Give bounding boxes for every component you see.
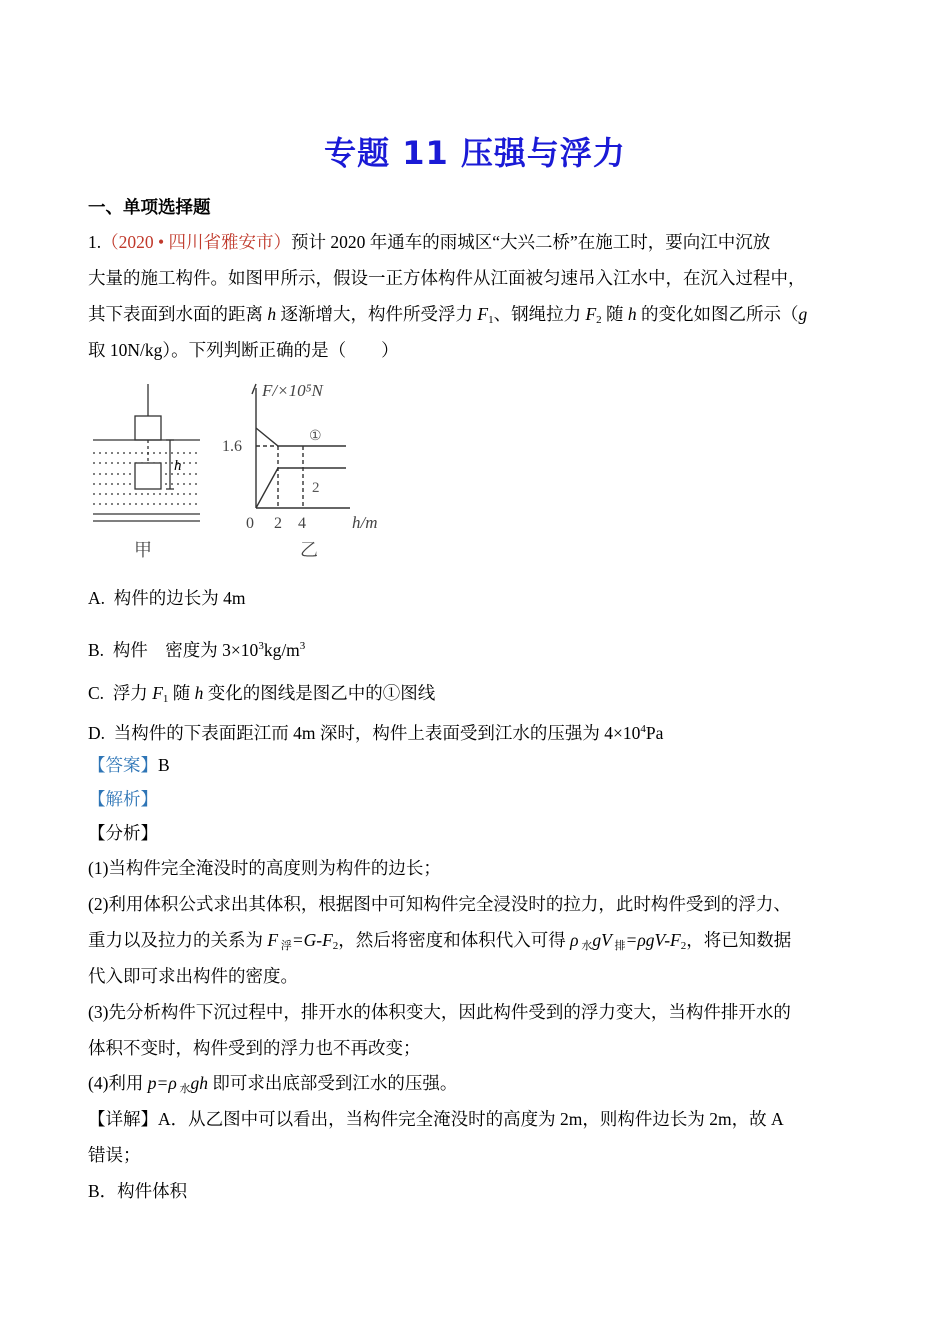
option-b — [88, 634, 868, 662]
question-line-4: 取 10N/kg）。下列判断正确的是（ ） — [88, 340, 399, 360]
subscript: 1 — [488, 314, 494, 326]
answer-value: B — [158, 755, 170, 775]
option-text: 构件 密度为 3×10 — [112, 640, 259, 660]
section-heading: 一、单项选择题 — [88, 197, 211, 217]
subscript: 水 — [578, 940, 593, 952]
figure-yi-graph — [252, 384, 350, 508]
subscript: 排 — [611, 940, 626, 952]
option-letter: D. — [88, 723, 106, 743]
subscript: 浮 — [278, 940, 292, 952]
question-line-2: 大量的施工构件。如图甲所示，假设一正方体构件从江面被匀速吊入江水中，在沉入过程中， — [88, 268, 806, 288]
unit: Pa — [645, 723, 664, 743]
question-figure — [88, 378, 408, 563]
subscript: 水 — [176, 1083, 191, 1095]
question-source: （2020 • 四川省雅安市） — [101, 232, 292, 252]
analysis-p3-line2: 体积不变时，构件受到的浮力也不再改变； — [88, 1038, 421, 1058]
question-line-3 — [88, 302, 868, 332]
var-rho: ρ — [570, 930, 579, 950]
curve-label-2: 2 — [312, 480, 320, 496]
text: 随 — [168, 683, 195, 703]
y-tick-label: 1.6 — [222, 438, 242, 455]
text: 变化的图线是图乙中的①图线 — [203, 683, 436, 703]
analysis-p2-line3: 代入即可求出构件的密度。 — [88, 966, 298, 986]
var-F: F — [152, 683, 163, 703]
question-text: 预计 2020 年通车的雨城区“大兴二桥”在施工时，要向江中沉放 — [291, 232, 771, 252]
subscript: 1 — [162, 693, 169, 705]
option-text: 当构件的下表面距江而 4m 深时，构件上表面受到江水的压强为 4×10 — [113, 723, 641, 743]
x-axis-label: h/m — [352, 513, 378, 532]
analysis-p1: (1)当构件完全淹没时的高度则为构件的边长； — [88, 858, 441, 878]
option-text: 构件的边长为 4m — [113, 588, 246, 608]
analysis-label: 【解析】 — [88, 789, 158, 809]
analysis-p2-line2 — [88, 928, 868, 958]
answer-label: 【答案】 — [88, 755, 158, 775]
subscript: 2 — [596, 314, 602, 326]
subscript: 2 — [680, 940, 687, 952]
text: ，然后将密度和体积代入可得 — [338, 930, 571, 950]
x-tick-2: 2 — [274, 515, 282, 532]
detail-line2: 错误； — [88, 1145, 141, 1165]
x-tick-4: 4 — [298, 515, 306, 532]
y-axis-label: F/×10⁵N — [262, 381, 323, 400]
question-number: 1. — [88, 232, 102, 252]
formula: gh — [190, 1073, 208, 1093]
h-label: h — [174, 458, 182, 474]
question-line-1 — [88, 230, 868, 254]
var-h: h — [194, 683, 204, 703]
option-letter: B. — [88, 640, 105, 660]
figure-jia — [93, 384, 200, 521]
page-title: 专题 11 压强与浮力 — [324, 134, 626, 172]
formula: =G-F — [291, 930, 333, 950]
text: 重力以及拉力的关系为 — [88, 930, 268, 950]
text: (4)利用 — [88, 1073, 148, 1093]
answer-line — [88, 753, 868, 777]
var-h: h — [627, 304, 637, 324]
var-F1: F — [477, 304, 489, 324]
option-letter: A. — [88, 588, 106, 608]
var-F2: F — [585, 304, 597, 324]
text: 、钢绳拉力 — [493, 304, 586, 324]
formula: gV — [592, 930, 612, 950]
analysis-p2-line1: (2)利用体积公式求出其体积，根据图中可知构件完全浸没时的拉力，此时构件受到的浮力、 — [88, 894, 791, 914]
figure-left-label: 甲 — [134, 540, 152, 560]
superscript: 3 — [299, 640, 306, 652]
superscript: 3 — [258, 640, 264, 652]
text: 随 — [601, 304, 628, 324]
formula: =ρgV-F — [625, 930, 681, 950]
subscript: 2 — [332, 940, 339, 952]
text: 逐渐增大，构件所受浮力 — [276, 304, 478, 324]
text: 浮力 — [112, 683, 153, 703]
fenxi-label: 【分析】 — [88, 823, 158, 843]
var-F: F — [267, 930, 279, 950]
unit: kg/m — [263, 640, 300, 660]
option-a — [88, 586, 868, 610]
superscript: 4 — [640, 723, 646, 735]
formula: =ρ — [156, 1073, 177, 1093]
analysis-p4 — [88, 1071, 868, 1101]
option-c — [88, 681, 868, 711]
detail-line1: 【详解】A．从乙图中可以看出，当构件完全淹没时的高度为 2m，则构件边长为 2m，故 A — [88, 1109, 784, 1129]
var-g: g — [798, 304, 808, 324]
text: ，将已知数据 — [686, 930, 792, 950]
option-letter: C. — [88, 683, 105, 703]
var-h: h — [267, 304, 277, 324]
option-d — [88, 717, 868, 745]
text: 的变化如图乙所示（ — [636, 304, 799, 324]
text: 其下表面到水面的距离 — [88, 304, 268, 324]
figure-right-label: 乙 — [300, 540, 318, 560]
var-p: p — [147, 1073, 157, 1093]
text: 即可求出底部受到江水的压强。 — [208, 1073, 458, 1093]
x-tick-0: 0 — [246, 515, 254, 532]
curve-label-1: ① — [309, 429, 322, 444]
detail-line3: B．构件体积 — [88, 1181, 188, 1201]
analysis-p3-line1: (3)先分析构件下沉过程中，排开水的体积变大，因此构件受到的浮力变大，当构件排开水的 — [88, 1002, 791, 1022]
